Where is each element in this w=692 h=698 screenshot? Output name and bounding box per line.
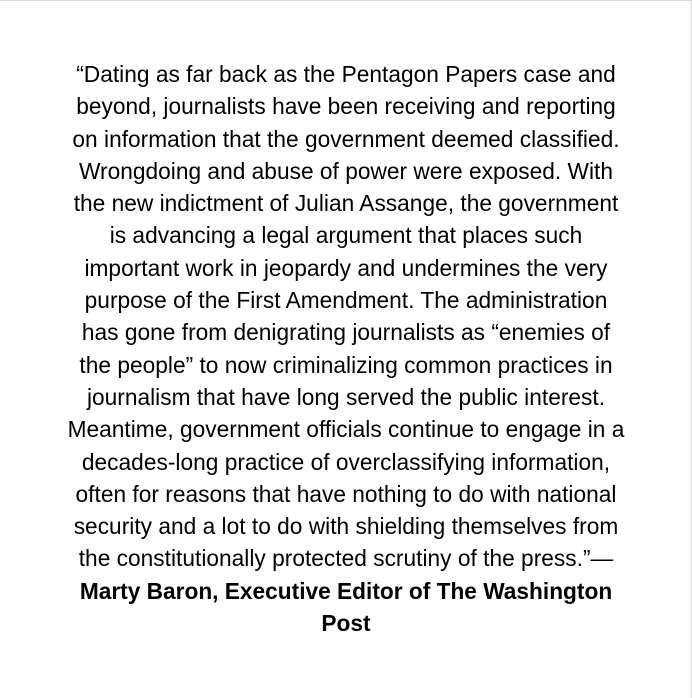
quote-card xyxy=(14,58,678,639)
frame-border-top xyxy=(0,0,692,1)
quote-text: “Dating as far back as the Pentagon Papers case and beyond, journalists have been receiving and reporting on information that the government deemed classified. Wrongdoing and abuse of power were exposed. With the new indictment of Julian Assange, the government is advancing a legal argument that places such important work in jeopardy and undermines the very purpose of the First Amendment. The administration has gone from denigrating journalists as “enemies of the people” to now criminalizing common practices in journalism that have long served the public interest. Meantime, government officials continue to engage in a decades-long practice of overclassifying information, often for reasons that have nothing to do with national security and a lot to do with shielding themselves from the constitutionally protected scrutiny of the press.”— xyxy=(67,61,625,572)
quote-attribution: Marty Baron, Executive Editor of The Washington Post xyxy=(79,577,613,637)
